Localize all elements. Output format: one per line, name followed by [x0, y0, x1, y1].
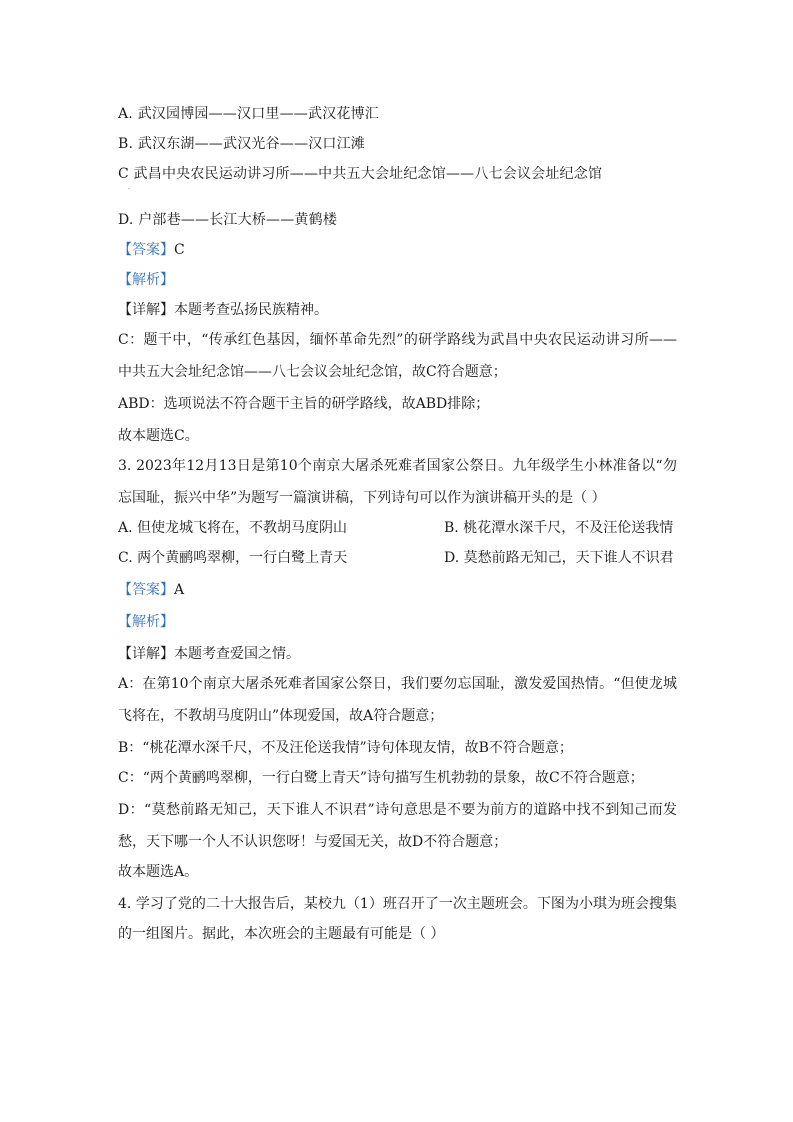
q3-option-d: D. 莫愁前路无知己，天下谁人不识君: [444, 550, 674, 566]
answer-tag: 【答案】: [118, 582, 174, 598]
q3-option-a: A. 但使龙城飞将在，不教胡马度阴山: [118, 520, 348, 536]
q3-options-row2: [118, 548, 677, 568]
q3-options-row1: [118, 518, 677, 538]
q3-explanation-a-line2: 飞将在，不教胡马度阴山”体现爱国，故A符合题意；: [118, 708, 444, 724]
q3-detail: 【详解】本题考查爱国之情。: [118, 646, 300, 662]
q3-explanation-d-line2: 愁，天下哪一个人不认识您呀！与爱国无关，故D不符合题意；: [118, 834, 508, 850]
q3-explanation-d-line1: D：“莫愁前路无知己，天下谁人不识君”诗句意思是不要为前方的道路中找不到知己而发: [118, 802, 677, 818]
q2-detail: 【详解】本题考查弘扬民族精神。: [118, 302, 328, 318]
q2-explanation-c-line1: C：题干中，“传承红色基因，缅怀革命先烈”的研学路线为武昌中央农民运动讲习所——: [118, 332, 677, 348]
q4-stem-line1: 4. 学习了党的二十大报告后，某校九（1）班召开了一次主题班会。下图为小琪为班会搜集: [118, 896, 677, 912]
q3-option-c: C. 两个黄鹂鸣翠柳，一行白鹭上青天: [118, 550, 348, 566]
q2-explanation-abd: ABD：选项说法不符合题干主旨的研学路线，故ABD排除；: [118, 396, 490, 412]
q3-option-b: B. 桃花潭水深千尺，不及汪伦送我情: [444, 520, 674, 536]
q2-option-c: C 武昌中央农民运动讲习所——中共五大会址纪念馆——八七会议会址纪念馆: [118, 166, 603, 182]
q3-explanation-a-line1: A：在第10个南京大屠杀死难者国家公祭日，我们要勿忘国耻，激发爱国热情。“但使龙城: [118, 676, 677, 692]
q3-explanation-b: B：“桃花潭水深千尺，不及汪伦送我情”诗句体现友情，故B不符合题意；: [118, 740, 573, 756]
q2-option-b: B. 武汉东湖——武汉光谷——汉口江滩: [118, 136, 365, 152]
q2-option-a: A. 武汉园博园——汉口里——武汉花博汇: [118, 106, 380, 122]
q2-answer: [118, 240, 677, 260]
q2-conclusion: 故本题选C。: [118, 428, 199, 444]
answer-value: A: [174, 582, 185, 598]
q4-stem-line2: 的一组图片。据此，本次班会的主题最有可能是（ ）: [118, 926, 445, 942]
q3-conclusion: 故本题选A。: [118, 864, 199, 880]
q2-option-d: D. 户部巷——长江大桥——黄鹤楼: [118, 212, 338, 228]
answer-tag: 【答案】: [118, 242, 174, 258]
q3-stem-line2: 忘国耻，振兴中华”为题写一篇演讲稿，下列诗句可以作为演讲稿开头的是（ ）: [118, 490, 606, 506]
q2-analysis-tag: 【解析】: [118, 272, 174, 288]
q3-analysis-tag: 【解析】: [118, 614, 174, 630]
q2-explanation-c-line2: 中共五大会址纪念馆——八七会议会址纪念馆，故C符合题意；: [118, 364, 507, 380]
stray-mark: ·: [128, 186, 130, 193]
answer-value: C: [174, 242, 185, 258]
q3-explanation-c: C：“两个黄鹂鸣翠柳，一行白鹭上青天”诗句描写生机勃勃的景象，故C不符合题意；: [118, 770, 644, 786]
q3-stem-line1: 3. 2023年12月13日是第10个南京大屠杀死难者国家公祭日。九年级学生小林准备以“勿: [118, 458, 677, 474]
q3-answer: [118, 580, 677, 600]
